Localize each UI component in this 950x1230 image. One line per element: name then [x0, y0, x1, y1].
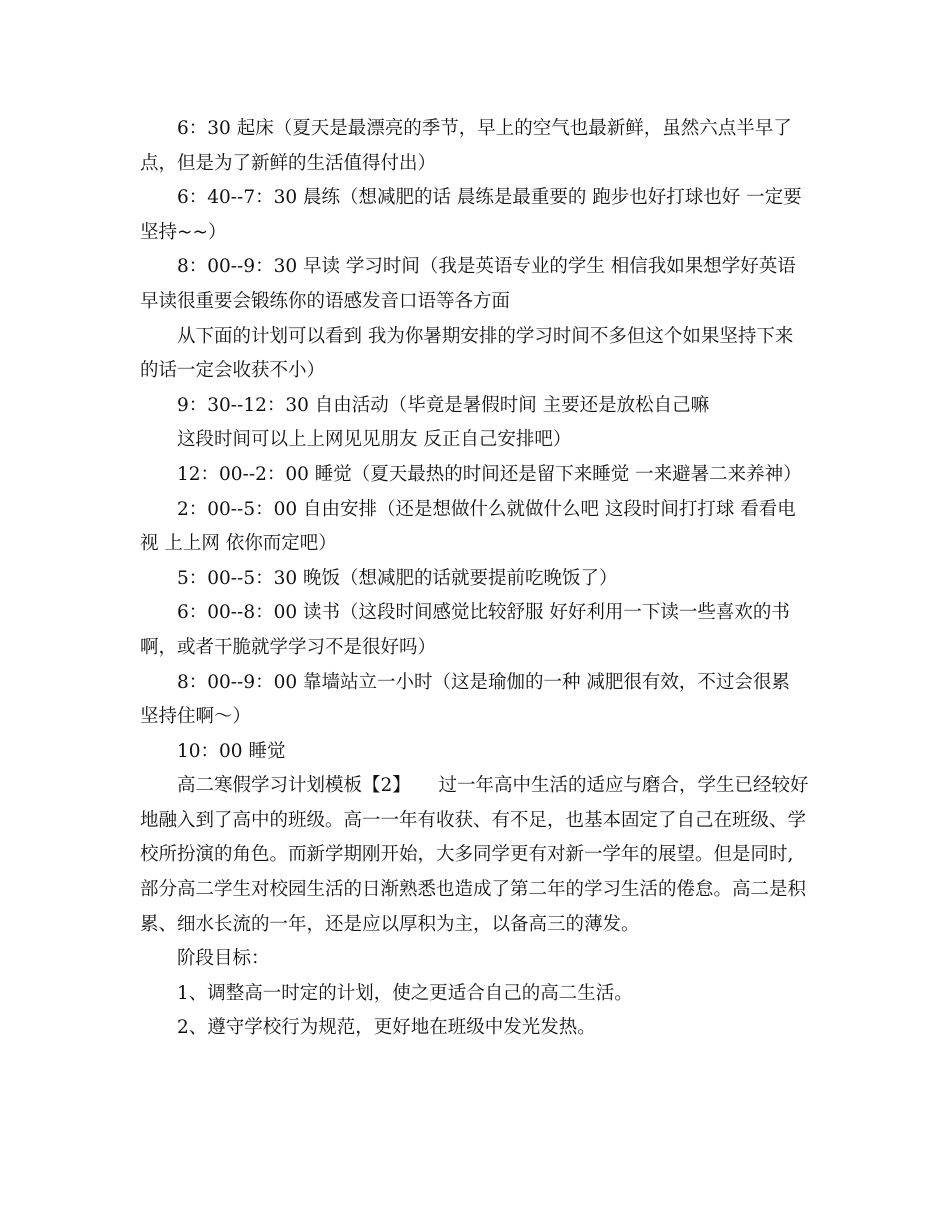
paragraph-goal-2: 2、遵守学校行为规范，更好地在班级中发光发热。 [177, 1017, 596, 1039]
paragraph-morning-reading: 8：00--9：30 早读 学习时间（我是英语专业的学生 相信我如果想学好英语 早读很重要会锻练你的语感发音口语等各方面 [140, 256, 796, 312]
paragraph-template-2: 高二寒假学习计划模板【2】 过一年高中生活的适应与磨合，学生已经较好地融入到了高中的班级。高一一年有收获、有不足，也基本固定了自己在班级、学校所扮演的角色。而新学期刚开始，大多同学更有对新一学年的展望。但是同时,部分高二学生对校园生活的日渐熟悉也造成了第二年的学习生活的倦怠。高二是积累、细水长流的一年，还是应以厚积为主，以备高三的薄发。 [140, 775, 809, 935]
paragraph-nap: 12：00--2：00 睡觉（夏天最热的时间还是留下来睡觉 一来避暑二来养神） [177, 463, 802, 485]
paragraph-free-activity: 9：30--12：30 自由活动（毕竟是暑假时间 主要还是放松自己嘛 [177, 394, 710, 416]
paragraph-sleep: 10：00 睡觉 [177, 740, 286, 762]
paragraph-reading: 6：00--8：00 读书（这段时间感觉比较舒服 好好利用一下读一些喜欢的书啊，或者干脆就学学习不是很好吗） [140, 602, 790, 658]
document-body [140, 112, 810, 1046]
paragraph-plan-note: 从下面的计划可以看到 我为你暑期安排的学习时间不多但这个如果坚持下来的话一定会收获不小） [140, 325, 794, 382]
paragraph-goal-1: 1、调整高一时定的计划，使之更适合自己的高二生活。 [177, 982, 633, 1004]
paragraph-free-arrangement: 2：00--5：00 自由安排（还是想做什么就做什么吧 这段时间打打球 看看电视 上上网 依你而定吧） [140, 498, 796, 555]
paragraph-stage-goals-heading: 阶段目标： [177, 948, 270, 970]
paragraph-morning-exercise: 6：40--7：30 晨练（想减肥的话 晨练是最重要的 跑步也好打球也好 一定要坚持~~） [140, 187, 802, 243]
paragraph-free-activity-note: 这段时间可以上上网见见朋友 反正自己安排吧） [177, 429, 572, 451]
paragraph-dinner: 5：00--5：30 晚饭（想减肥的话就要提前吃晚饭了） [177, 567, 618, 589]
paragraph-wall-standing: 8：00--9：00 靠墙站立一小时（这是瑜伽的一种 减肥很有效，不过会很累 坚持住啊～） [140, 671, 790, 728]
paragraph-wake-up: 6：30 起床（夏天是最漂亮的季节，早上的空气也最新鲜，虽然六点半早了点，但是为了新鲜的生活值得付出） [140, 118, 792, 174]
